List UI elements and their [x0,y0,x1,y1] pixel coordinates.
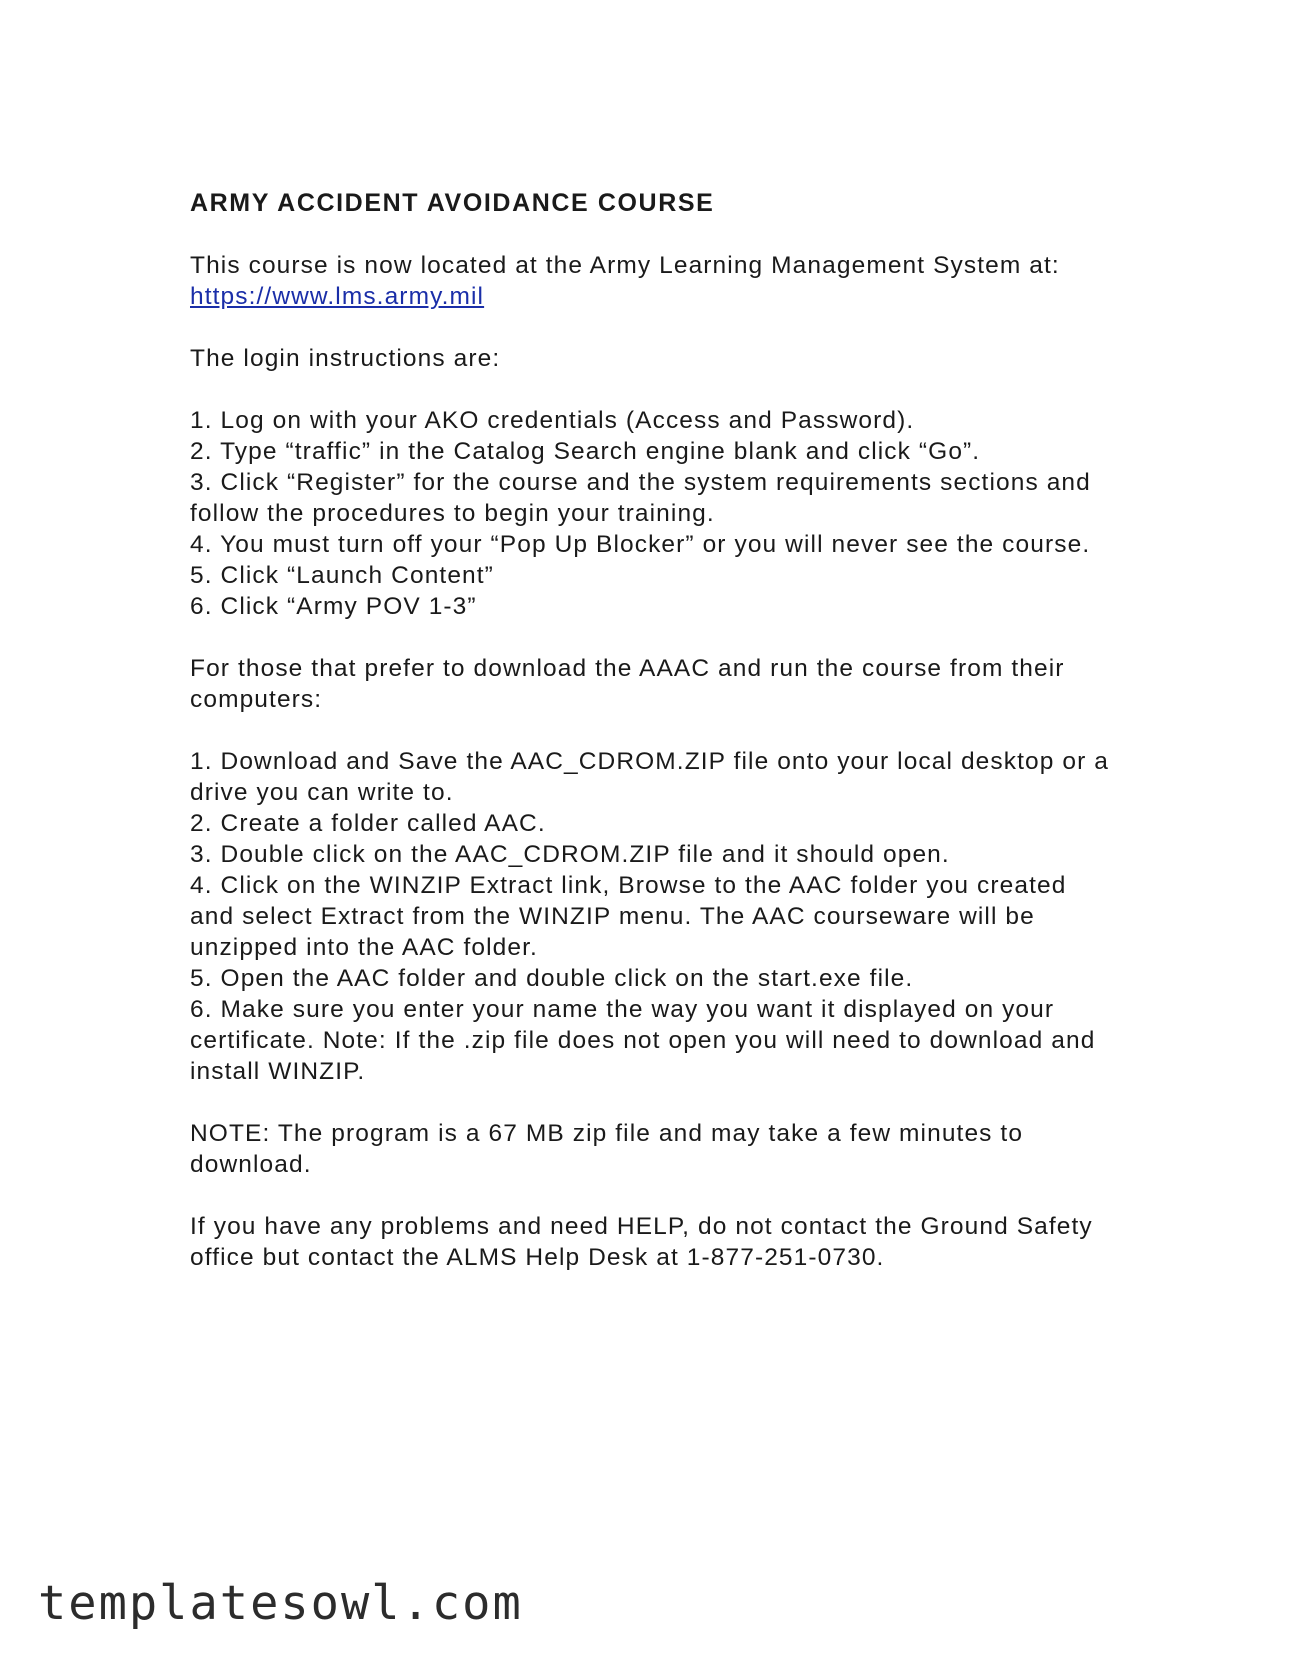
download-step: 3. Double click on the AAC_CDROM.ZIP file and it should open. [190,841,950,868]
download-step: 4. Click on the WINZIP Extract link, Browse to the AAC folder you created and select Extract from the WINZIP menu. The AAC courseware will be unzipped into the AAC folder. [190,872,1067,961]
download-step: 1. Download and Save the AAC_CDROM.ZIP file onto your local desktop or a drive you can write to. [190,748,1109,806]
download-step: 5. Open the AAC folder and double click on the start.exe file. [190,965,914,992]
login-step: 2. Type “traffic” in the Catalog Search engine blank and click “Go”. [190,438,981,465]
help-paragraph: If you have any problems and need HELP, do not contact the Ground Safety office but contact the ALMS Help Desk at 1-877-251-0730. [190,1213,1093,1271]
login-step: 3. Click “Register” for the course and the system requirements sections and follow the procedures to begin your training. [190,469,1091,527]
intro-paragraph [190,250,1110,312]
intro-text: This course is now located at the Army Learning Management System at: [190,252,1060,279]
login-step: 1. Log on with your AKO credentials (Access and Password). [190,407,915,434]
lms-link[interactable]: https://www.lms.army.mil [190,283,485,310]
watermark-text: templatesowl.com [38,1576,523,1631]
login-step: 6. Click “Army POV 1-3” [190,593,477,620]
login-step: 5. Click “Launch Content” [190,562,494,589]
download-step: 2. Create a folder called AAC. [190,810,546,837]
note-paragraph: NOTE: The program is a 67 MB zip file and may take a few minutes to download. [190,1120,1024,1178]
download-step: 6. Make sure you enter your name the way you want it displayed on your certificate. Note: If the .zip file does not open you will need to download and install WINZIP. [190,996,1096,1085]
login-step: 4. You must turn off your “Pop Up Blocker” or you will never see the course. [190,531,1091,558]
login-steps-list [190,405,1110,622]
document-title: ARMY ACCIDENT AVOIDANCE COURSE [190,189,715,217]
download-steps-list [190,746,1110,1087]
login-heading: The login instructions are: [190,345,501,372]
document-page [190,188,1110,1304]
download-heading: For those that prefer to download the AAAC and run the course from their computers: [190,655,1065,713]
